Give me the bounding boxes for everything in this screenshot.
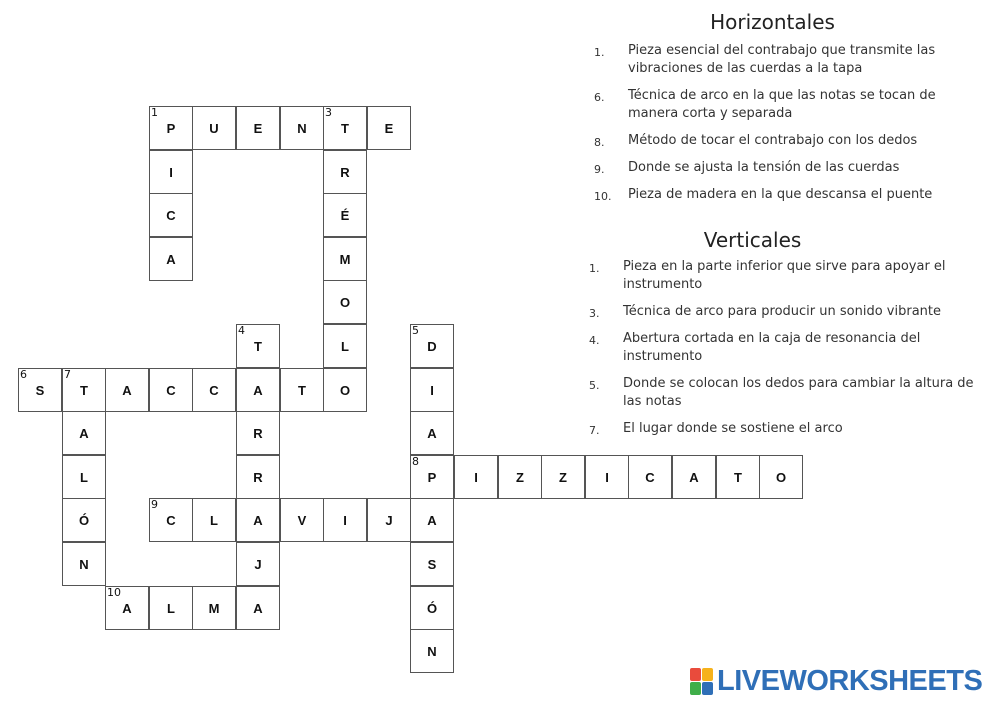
crossword-cell[interactable] xyxy=(192,586,236,630)
clue-number: 3 xyxy=(325,106,332,119)
clue-item-text: Abertura cortada en la caja de resonancia del instrumento xyxy=(623,331,921,364)
crossword-cell[interactable] xyxy=(236,106,280,150)
crossword-letter-input[interactable] xyxy=(106,587,148,629)
crossword-cell[interactable] xyxy=(323,498,367,542)
crossword-cell[interactable] xyxy=(410,586,454,630)
clue-item xyxy=(589,258,984,294)
crossword-cell[interactable] xyxy=(323,150,367,194)
crossword-cell[interactable] xyxy=(280,498,324,542)
crossword-letter-input[interactable] xyxy=(411,412,453,454)
crossword-cell[interactable] xyxy=(323,237,367,281)
crossword-letter-input[interactable] xyxy=(150,587,192,629)
crossword-letter-input[interactable] xyxy=(411,543,453,585)
crossword-letter-input[interactable] xyxy=(455,456,497,498)
crossword-letter-input[interactable] xyxy=(281,369,323,411)
crossword-letter-input[interactable] xyxy=(237,325,279,367)
clue-item xyxy=(594,186,974,204)
crossword-cell[interactable] xyxy=(716,455,760,499)
crossword-cell[interactable] xyxy=(367,498,411,542)
logo-icon-square xyxy=(690,682,701,695)
crossword-letter-input[interactable] xyxy=(193,107,235,149)
crossword-letter-input[interactable] xyxy=(193,499,235,541)
crossword-letter-input[interactable] xyxy=(324,325,366,367)
clue-item-text: Pieza de madera en la que descansa el puente xyxy=(628,187,933,202)
crossword-letter-input[interactable] xyxy=(324,194,366,236)
logo-icon-square xyxy=(690,668,701,681)
crossword-letter-input[interactable] xyxy=(19,369,61,411)
crossword-letter-input[interactable] xyxy=(324,107,366,149)
clue-item-number: 9. xyxy=(594,163,605,176)
crossword-cell[interactable] xyxy=(149,237,193,281)
crossword-cell[interactable] xyxy=(454,455,498,499)
crossword-letter-input[interactable] xyxy=(63,543,105,585)
crossword-letter-input[interactable] xyxy=(673,456,715,498)
verticales-clue-list xyxy=(589,258,984,447)
crossword-cell[interactable] xyxy=(236,498,280,542)
crossword-letter-input[interactable] xyxy=(760,456,802,498)
clue-item-text: Pieza en la parte inferior que sirve para apoyar el instrumento xyxy=(623,259,946,292)
crossword-letter-input[interactable] xyxy=(411,587,453,629)
clue-item-number: 7. xyxy=(589,424,600,437)
crossword-cell[interactable] xyxy=(323,280,367,324)
clue-item xyxy=(594,42,974,78)
crossword-cell[interactable] xyxy=(280,106,324,150)
clue-item-number: 10. xyxy=(594,190,612,203)
clue-item-text: Técnica de arco para producir un sonido vibrante xyxy=(623,304,941,319)
crossword-letter-input[interactable] xyxy=(150,194,192,236)
crossword-cell[interactable] xyxy=(18,368,62,412)
crossword-letter-input[interactable] xyxy=(63,499,105,541)
crossword-cell[interactable] xyxy=(192,498,236,542)
crossword-letter-input[interactable] xyxy=(411,630,453,672)
crossword-letter-input[interactable] xyxy=(237,107,279,149)
clue-number: 7 xyxy=(64,368,71,381)
crossword-letter-input[interactable] xyxy=(411,369,453,411)
crossword-letter-input[interactable] xyxy=(411,325,453,367)
crossword-cell[interactable] xyxy=(149,150,193,194)
clue-item xyxy=(594,132,974,150)
crossword-letter-input[interactable] xyxy=(150,238,192,280)
crossword-cell[interactable] xyxy=(149,586,193,630)
crossword-letter-input[interactable] xyxy=(324,281,366,323)
crossword-cell[interactable] xyxy=(149,498,193,542)
crossword-letter-input[interactable] xyxy=(237,456,279,498)
crossword-letter-input[interactable] xyxy=(324,499,366,541)
clue-number: 5 xyxy=(412,324,419,337)
crossword-letter-input[interactable] xyxy=(63,369,105,411)
clue-number: 6 xyxy=(20,368,27,381)
clue-item-text: Donde se ajusta la tensión de las cuerdas xyxy=(628,160,900,175)
crossword-letter-input[interactable] xyxy=(411,499,453,541)
crossword-letter-input[interactable] xyxy=(717,456,759,498)
crossword-cell[interactable] xyxy=(62,455,106,499)
clue-number: 1 xyxy=(151,106,158,119)
crossword-cell[interactable] xyxy=(149,106,193,150)
crossword-letter-input[interactable] xyxy=(150,107,192,149)
liveworksheets-logo-text: LIVEWORKSHEETS xyxy=(717,665,983,697)
liveworksheets-logo-icon xyxy=(690,668,713,695)
crossword-cell[interactable] xyxy=(759,455,803,499)
crossword-letter-input[interactable] xyxy=(237,543,279,585)
crossword-cell[interactable] xyxy=(105,368,149,412)
crossword-cell[interactable] xyxy=(236,455,280,499)
clue-item-number: 1. xyxy=(589,262,600,275)
crossword-letter-input[interactable] xyxy=(629,456,671,498)
crossword-letter-input[interactable] xyxy=(193,587,235,629)
crossword-cell[interactable] xyxy=(192,106,236,150)
crossword-cell[interactable] xyxy=(410,455,454,499)
clue-item-number: 5. xyxy=(589,379,600,392)
crossword-cell[interactable] xyxy=(323,106,367,150)
clue-item-number: 4. xyxy=(589,334,600,347)
crossword-cell[interactable] xyxy=(410,411,454,455)
crossword-letter-input[interactable] xyxy=(281,107,323,149)
crossword-cell[interactable] xyxy=(105,586,149,630)
crossword-cell[interactable] xyxy=(367,106,411,150)
crossword-letter-input[interactable] xyxy=(324,369,366,411)
crossword-cell[interactable] xyxy=(62,368,106,412)
logo-icon-square xyxy=(702,668,713,681)
clue-number: 8 xyxy=(412,455,419,468)
crossword-letter-input[interactable] xyxy=(542,456,584,498)
clue-number: 10 xyxy=(107,586,121,599)
crossword-cell[interactable] xyxy=(149,368,193,412)
clue-item-number: 6. xyxy=(594,91,605,104)
verticales-title: Verticales xyxy=(703,228,802,252)
crossword-letter-input[interactable] xyxy=(368,107,410,149)
crossword-letter-input[interactable] xyxy=(150,151,192,193)
clue-item-text: Donde se colocan los dedos para cambiar la altura de las notas xyxy=(623,376,974,409)
crossword-cell[interactable] xyxy=(280,368,324,412)
crossword-letter-input[interactable] xyxy=(368,499,410,541)
crossword-cell[interactable] xyxy=(323,368,367,412)
crossword-cell[interactable] xyxy=(236,368,280,412)
clue-item xyxy=(594,87,974,123)
crossword-cell[interactable] xyxy=(62,498,106,542)
crossword-letter-input[interactable] xyxy=(150,499,192,541)
crossword-letter-input[interactable] xyxy=(106,369,148,411)
clue-number: 4 xyxy=(238,324,245,337)
logo-icon-square xyxy=(702,682,713,695)
crossword-cell[interactable] xyxy=(236,542,280,586)
crossword-cell[interactable] xyxy=(628,455,672,499)
crossword-cell[interactable] xyxy=(62,411,106,455)
crossword-letter-input[interactable] xyxy=(193,369,235,411)
crossword-cell[interactable] xyxy=(541,455,585,499)
crossword-cell[interactable] xyxy=(410,368,454,412)
horizontales-title: Horizontales xyxy=(710,10,835,34)
clue-item-number: 8. xyxy=(594,136,605,149)
crossword-letter-input[interactable] xyxy=(237,499,279,541)
crossword-cell[interactable] xyxy=(410,324,454,368)
clue-item xyxy=(589,303,984,321)
crossword-cell[interactable] xyxy=(323,193,367,237)
crossword-cell[interactable] xyxy=(236,586,280,630)
clue-item xyxy=(589,420,984,438)
crossword-letter-input[interactable] xyxy=(499,456,541,498)
clue-item-text: El lugar donde se sostiene el arco xyxy=(623,421,843,436)
crossword-cell[interactable] xyxy=(149,193,193,237)
crossword-cell[interactable] xyxy=(585,455,629,499)
crossword-letter-input[interactable] xyxy=(63,412,105,454)
crossword-cell[interactable] xyxy=(410,498,454,542)
crossword-letter-input[interactable] xyxy=(237,587,279,629)
crossword-cell[interactable] xyxy=(410,629,454,673)
crossword-letter-input[interactable] xyxy=(586,456,628,498)
crossword-cell[interactable] xyxy=(236,411,280,455)
horizontales-clue-list xyxy=(594,42,974,213)
clue-item xyxy=(594,159,974,177)
clue-item-text: Técnica de arco en la que las notas se tocan de manera corta y separada xyxy=(628,88,936,121)
crossword-cell[interactable] xyxy=(672,455,716,499)
crossword-cell[interactable] xyxy=(323,324,367,368)
crossword-letter-input[interactable] xyxy=(237,369,279,411)
clue-item-text: Método de tocar el contrabajo con los dedos xyxy=(628,133,918,148)
crossword-letter-input[interactable] xyxy=(150,369,192,411)
clue-item-number: 1. xyxy=(594,46,605,59)
crossword-cell[interactable] xyxy=(498,455,542,499)
liveworksheets-logo[interactable] xyxy=(690,666,982,696)
crossword-cell[interactable] xyxy=(192,368,236,412)
crossword-cell[interactable] xyxy=(236,324,280,368)
crossword-cell[interactable] xyxy=(410,542,454,586)
clue-item xyxy=(589,330,984,366)
crossword-letter-input[interactable] xyxy=(281,499,323,541)
clue-item-number: 3. xyxy=(589,307,600,320)
clue-number: 9 xyxy=(151,498,158,511)
crossword-letter-input[interactable] xyxy=(324,238,366,280)
clue-item xyxy=(589,375,984,411)
clue-item-text: Pieza esencial del contrabajo que transmite las vibraciones de las cuerdas a la tapa xyxy=(628,43,936,76)
crossword-cell[interactable] xyxy=(62,542,106,586)
crossword-letter-input[interactable] xyxy=(324,151,366,193)
crossword-letter-input[interactable] xyxy=(411,456,453,498)
crossword-letter-input[interactable] xyxy=(63,456,105,498)
crossword-letter-input[interactable] xyxy=(237,412,279,454)
